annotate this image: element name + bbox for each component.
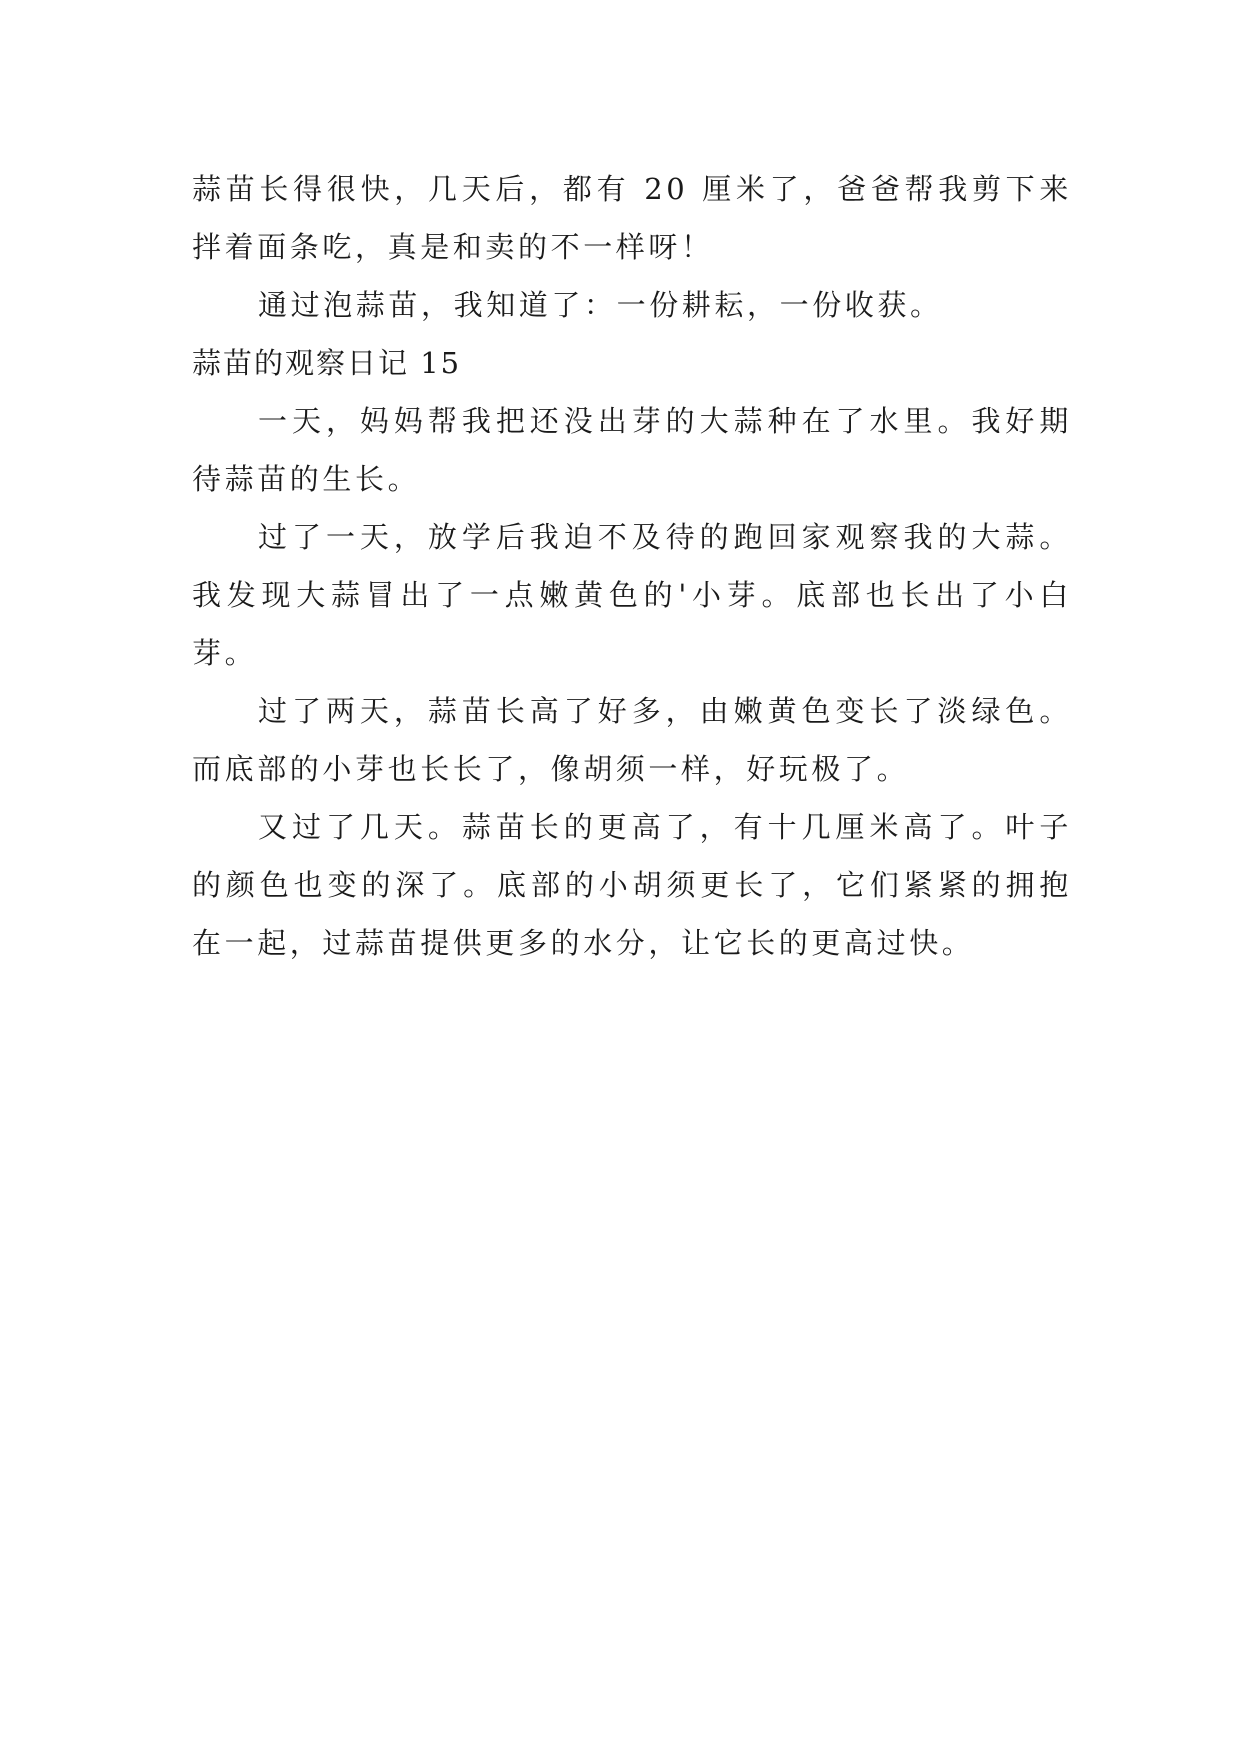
- paragraph-4: 过了一天，放学后我迫不及待的跑回家观察我的大蒜。我发现大蒜冒出了一点嫩黄色的'小芽。底部也长出了小白芽。: [192, 520, 1072, 670]
- diary-title: 蒜苗的观察日记 15: [192, 346, 462, 380]
- paragraph-3: 一天，妈妈帮我把还没出芽的大蒜种在了水里。我好期待蒜苗的生长。: [192, 404, 1072, 496]
- paragraph-1: 蒜苗长得很快，几天后，都有 20 厘米了，爸爸帮我剪下来拌着面条吃，真是和卖的不一样呀！: [192, 172, 1072, 264]
- paragraph-6: 又过了几天。蒜苗长的更高了，有十几厘米高了。叶子的颜色也变的深了。底部的小胡须更长了，它们紧紧的拥抱在一起，过蒜苗提供更多的水分，让它长的更高过快。: [192, 810, 1072, 960]
- document-body: [192, 160, 1072, 972]
- paragraph-5: 过了两天，蒜苗长高了好多，由嫩黄色变长了淡绿色。而底部的小芽也长长了，像胡须一样，好玩极了。: [192, 694, 1072, 786]
- paragraph-2: 通过泡蒜苗，我知道了：一份耕耘，一份收获。: [258, 288, 943, 322]
